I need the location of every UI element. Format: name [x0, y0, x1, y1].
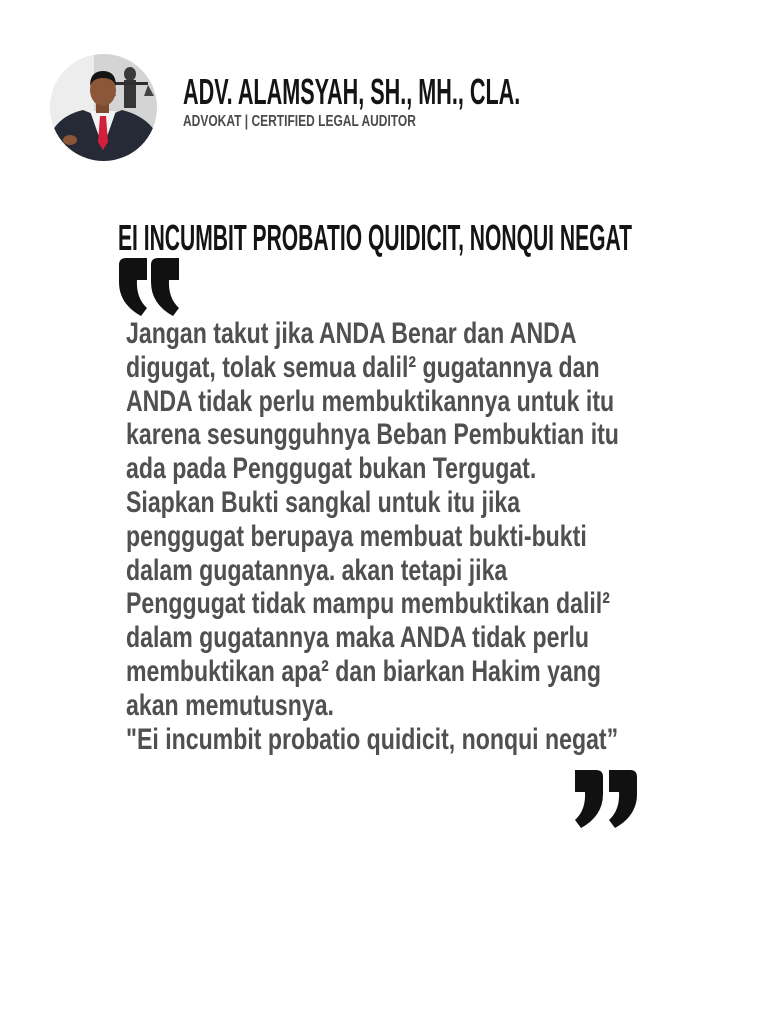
author-title: ADVOKAT | CERTIFIED LEGAL AUDITOR — [183, 113, 416, 130]
avatar — [50, 54, 157, 161]
quote-line: Jangan takut jika ANDA Benar dan ANDA — [126, 317, 577, 350]
quote-line: penggugat berupaya membuat bukti-bukti — [126, 519, 587, 553]
quote-line: Penggugat tidak mampu membuktikan dalil² — [126, 587, 610, 621]
quote-line: karena sesungguhnya Beban Pembuktian itu — [126, 418, 619, 452]
open-quote-icon — [119, 258, 182, 316]
quote-line: "Ei incumbit probatio quidicit, nonqui negat” — [126, 722, 619, 756]
open-quote-mark — [119, 258, 147, 316]
quote-line: dalam gugatannya maka ANDA tidak perlu — [126, 621, 589, 655]
close-quote-mark — [609, 770, 637, 828]
avatar-photo — [50, 54, 157, 161]
quote-line: membuktikan apa² dan biarkan Hakim yang — [126, 654, 601, 688]
close-quote-mark — [575, 770, 603, 828]
quote-body — [126, 317, 619, 756]
author-name: ADV. ALAMSYAH, SH., MH., CLA. — [183, 71, 521, 112]
quote-line: ada pada Penggugat bukan Tergugat. — [126, 452, 537, 486]
quote-line: ANDA tidak perlu membuktikannya untuk itu — [126, 384, 615, 418]
quote-heading: EI INCUMBIT PROBATIO QUIDICIT, NONQUI NEGAT — [118, 217, 633, 258]
quote-line: Siapkan Bukti sangkal untuk itu jika — [126, 485, 521, 519]
quote-line: akan memutusnya. — [126, 688, 334, 722]
close-quote-icon — [575, 770, 639, 828]
quote-line: dalam gugatannya. akan tetapi jika — [126, 553, 508, 587]
avatar-hand — [63, 135, 77, 145]
quote-line: digugat, tolak semua dalil² gugatannya dan — [126, 350, 600, 384]
open-quote-mark — [151, 258, 179, 316]
